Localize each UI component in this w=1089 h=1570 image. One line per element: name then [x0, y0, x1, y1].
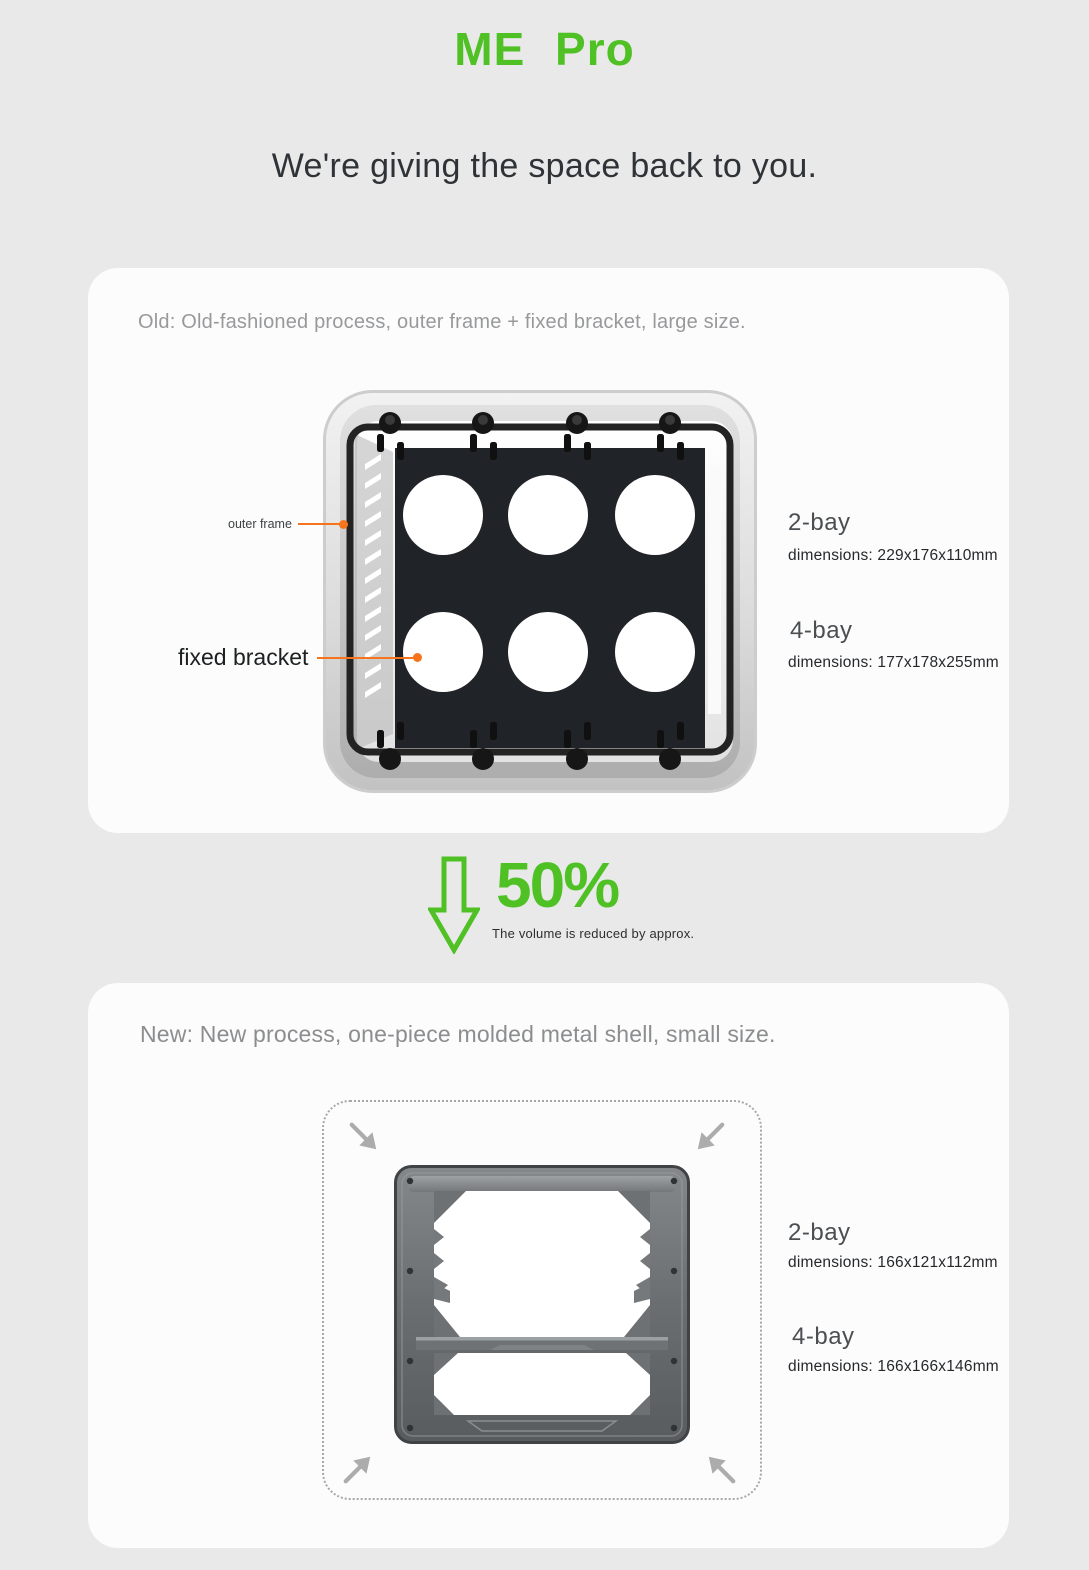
down-arrow-outline-icon: [428, 856, 480, 959]
inward-arrow-icon: [694, 1121, 726, 1153]
reduction-caption: The volume is reduced by approx.: [492, 926, 695, 941]
new-process-card: [88, 983, 1009, 1548]
reduction-percent: 50%: [496, 849, 619, 921]
leader-line: [298, 523, 340, 525]
old-frame-bracket-illustration: [323, 390, 757, 793]
leader-line: [317, 657, 414, 659]
fixed-bracket-label: fixed bracket: [178, 644, 309, 670]
shrink-boundary-box: [322, 1100, 762, 1500]
inward-arrow-icon: [348, 1121, 380, 1153]
new-device-image: [394, 1165, 690, 1449]
new-2bay-dimensions: dimensions: 166x121x112mm: [788, 1254, 998, 1271]
inward-arrow-icon: [342, 1453, 374, 1485]
leader-dot-icon: [339, 520, 348, 529]
lower-bay-opening: [434, 1353, 650, 1415]
outer-frame-callout: [228, 517, 348, 531]
old-4bay-label: 4-bay: [790, 617, 853, 644]
old-device-image: [323, 390, 757, 798]
upper-bay-opening: [434, 1191, 650, 1337]
bay-divider: [416, 1337, 668, 1350]
page-subtitle: We're giving the space back to you.: [271, 147, 818, 185]
old-card-heading: Old: Old-fashioned process, outer frame + fixed bracket, large size.: [138, 311, 746, 333]
new-4bay-label: 4-bay: [792, 1323, 855, 1350]
old-2bay-dimensions: dimensions: 229x176x110mm: [788, 547, 998, 564]
new-2bay-label: 2-bay: [788, 1219, 851, 1246]
metal-shell-illustration: [394, 1165, 690, 1444]
old-4bay-dimensions: dimensions: 177x178x255mm: [788, 654, 999, 671]
page-title: ME Pro: [454, 23, 635, 75]
outer-frame-label: outer frame: [228, 517, 292, 531]
new-card-heading: New: New process, one-piece molded metal shell, small size.: [140, 1021, 776, 1047]
inward-arrow-icon: [705, 1453, 737, 1485]
old-2bay-label: 2-bay: [788, 509, 851, 536]
old-process-card: [88, 268, 1009, 833]
new-4bay-dimensions: dimensions: 166x166x146mm: [788, 1358, 999, 1375]
leader-dot-icon: [413, 653, 422, 662]
fixed-bracket-callout: [178, 644, 422, 671]
